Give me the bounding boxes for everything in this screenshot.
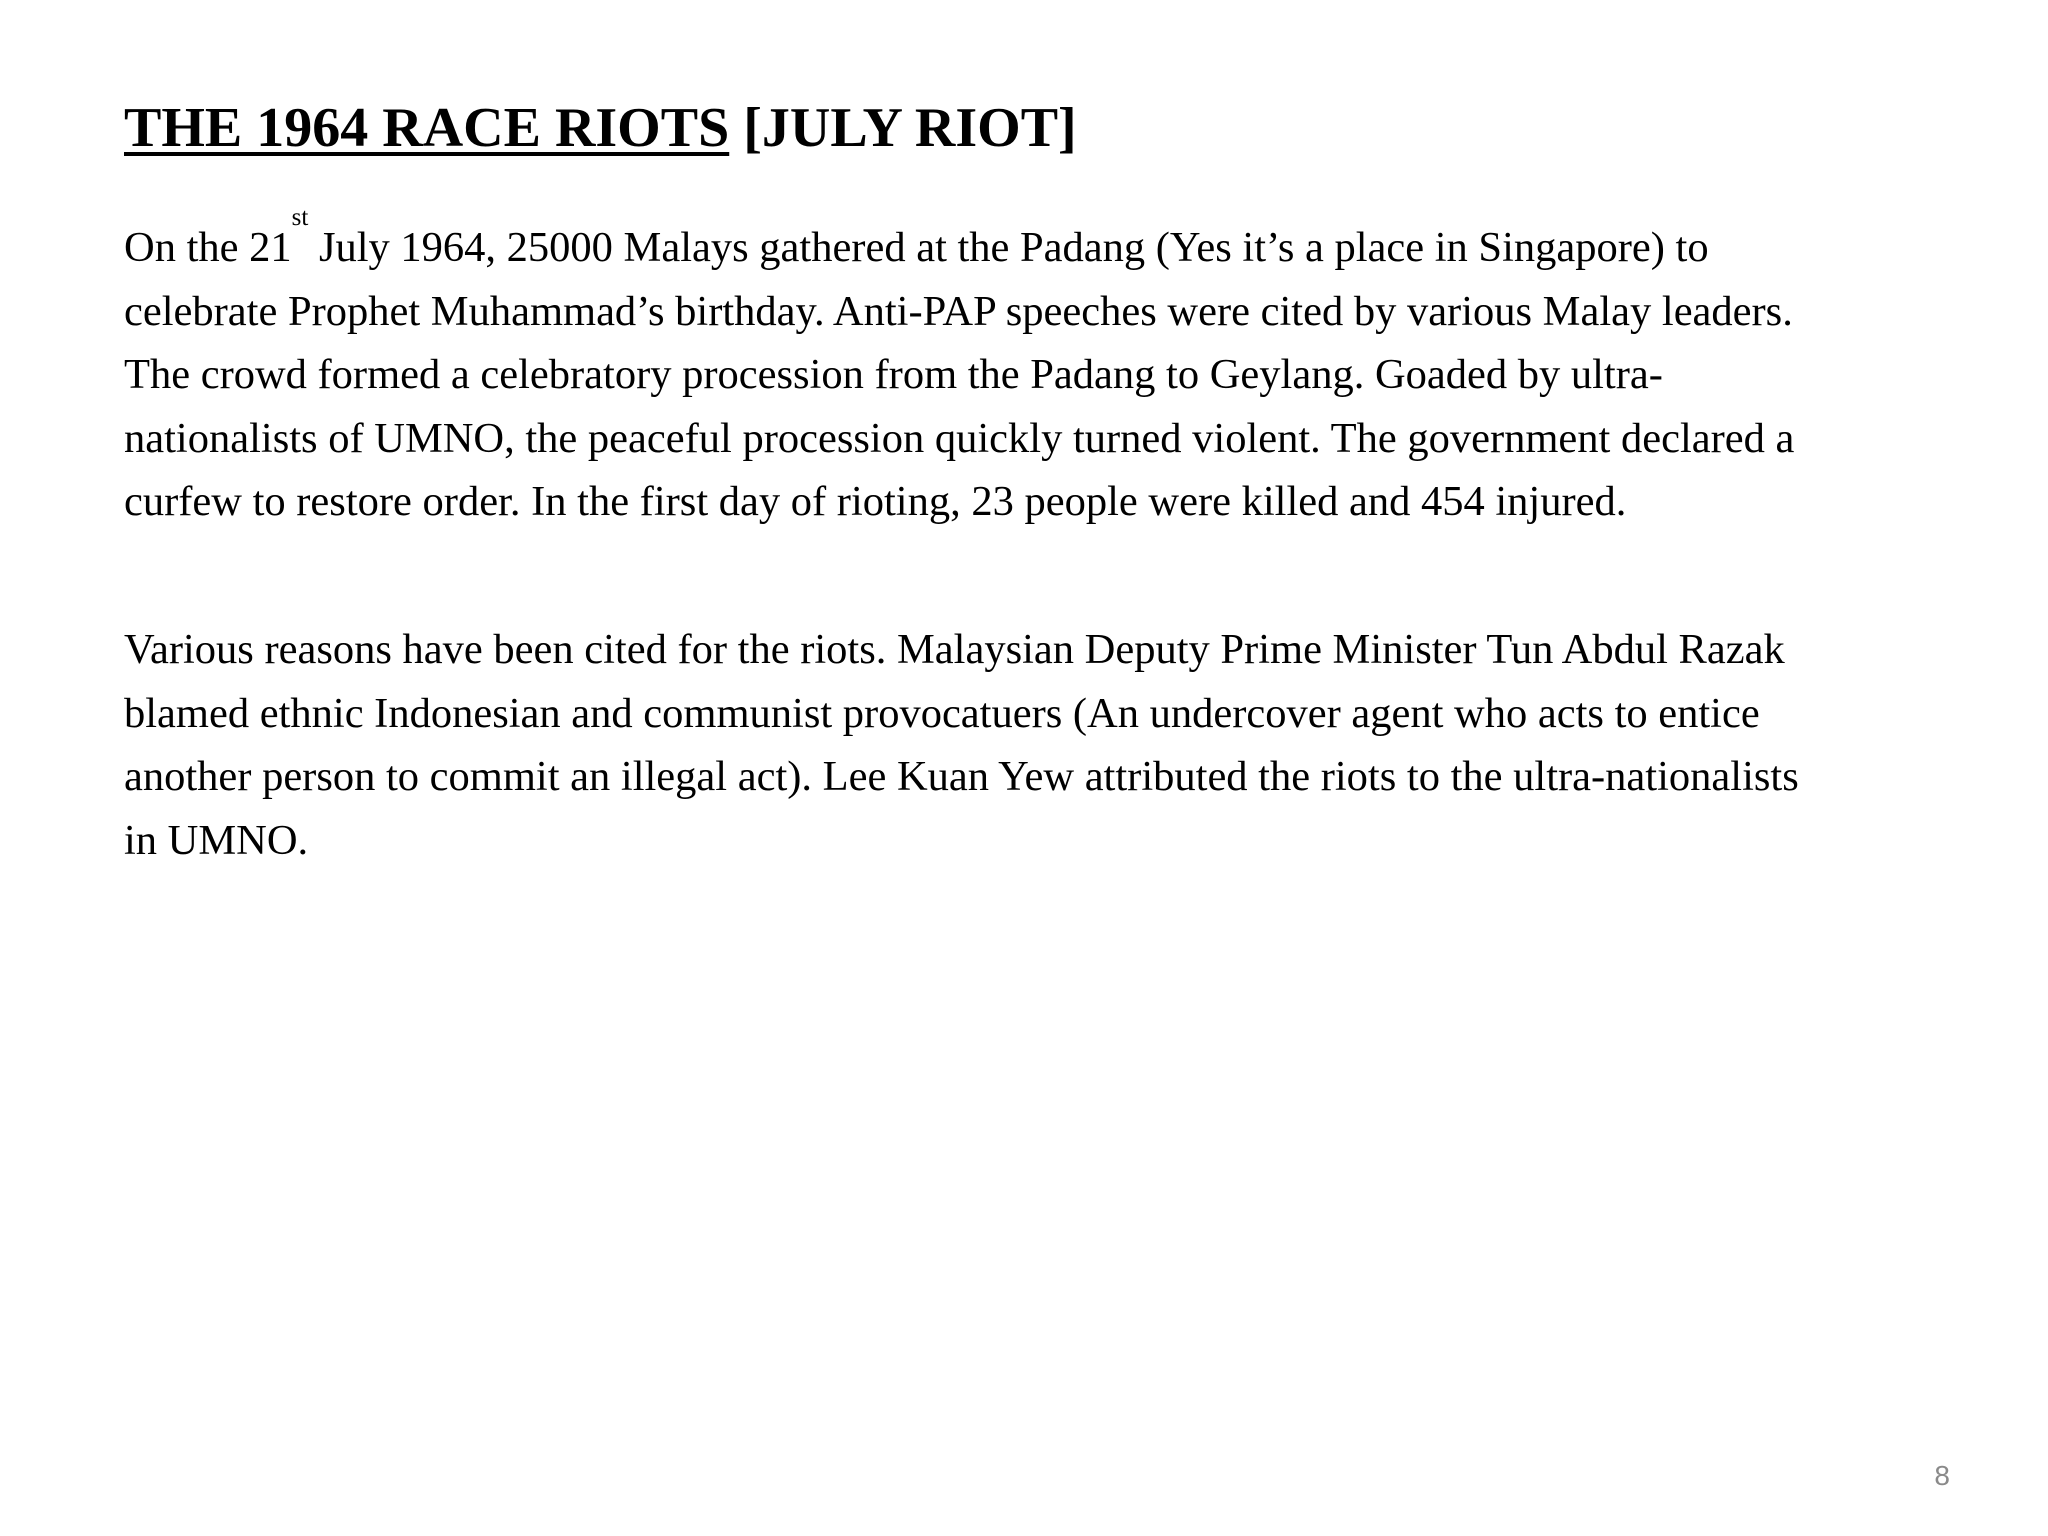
paragraph-line: Various reasons have been cited for the riots. Malaysian Deputy Prime Minister Tun Abdul Razak [124, 626, 1785, 673]
paragraph-line: in UMNO. [124, 816, 309, 864]
paragraph-line: nationalists of UMNO, the peaceful procession quickly turned violent. The government declared a [124, 414, 1795, 462]
paragraph-line: blamed ethnic Indonesian and communist provocatuers (An undercover agent who acts to entice [124, 689, 1760, 737]
paragraph-riot-reasons [124, 618, 1954, 872]
paragraph-july-riot [124, 204, 1954, 534]
title-bracket-text: [JULY RIOT] [729, 97, 1077, 159]
paragraph-line: another person to commit an illegal act). Lee Kuan Yew attributed the riots to the ultra-nationalists [124, 753, 1799, 800]
slide-title [124, 92, 1077, 164]
paragraph-line [124, 204, 1954, 280]
title-underlined-text: THE 1964 RACE RIOTS [124, 97, 730, 159]
line-text: On the 21 [124, 224, 292, 271]
ordinal-superscript: st [291, 204, 309, 231]
line-text: July 1964, 25000 Malays gathered at the Padang (Yes it’s a place in Singapore) to [308, 224, 1709, 271]
paragraph-line: The crowd formed a celebratory procession from the Padang to Geylang. Goaded by ultra- [124, 351, 1663, 398]
paragraph-line: curfew to restore order. In the first day of rioting, 23 people were killed and 454 injured. [124, 478, 1627, 525]
page-number: 8 [1934, 1460, 1950, 1491]
paragraph-line: celebrate Prophet Muhammad’s birthday. Anti-PAP speeches were cited by various Malay leaders. [124, 287, 1793, 335]
